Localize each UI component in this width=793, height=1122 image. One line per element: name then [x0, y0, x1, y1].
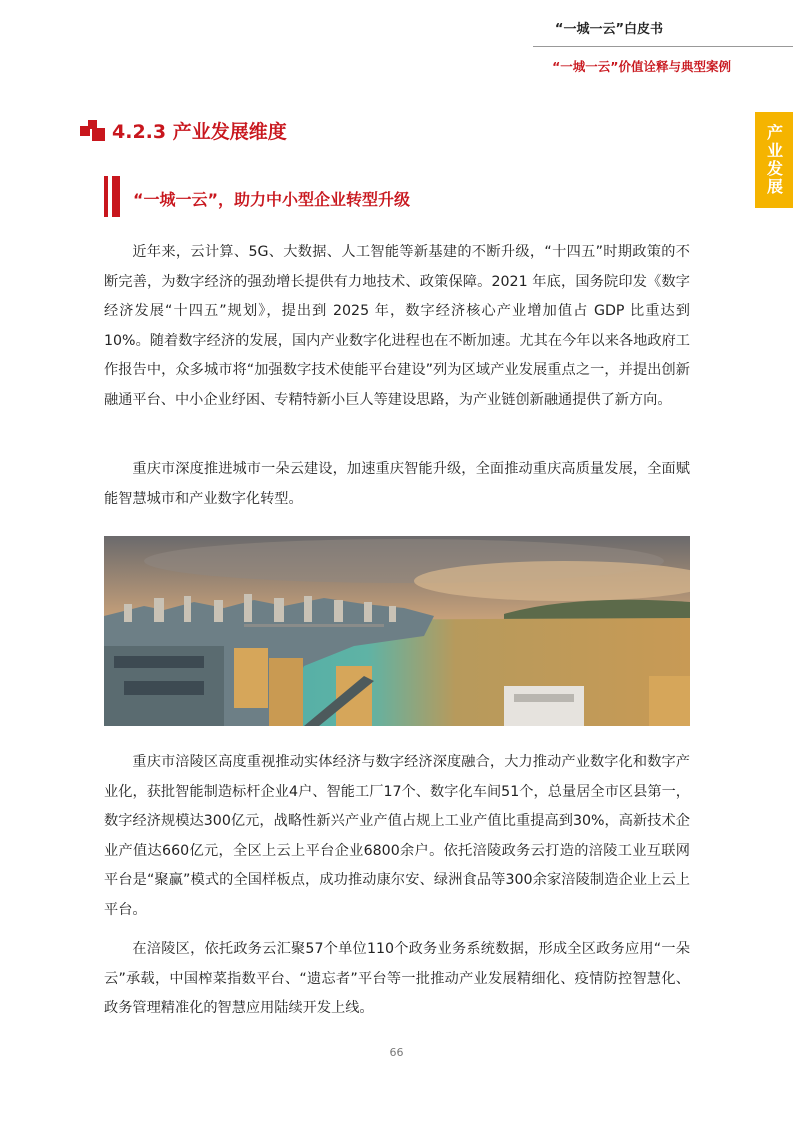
header-divider [533, 46, 793, 47]
subtitle-bar-icon [104, 176, 108, 217]
paragraph-4: 在涪陵区，依托政务云汇聚57个单位110个政务业务系统数据，形成全区政务应用“一朵云”承载，中国榨菜指数平台、“遗忘者”平台等一批推动产业发展精细化、疫情防控智慧化、政务管理精准化的智慧应用陆续开发上线。 [104, 941, 690, 1017]
paragraph-3: 重庆市涪陵区高度重视推动实体经济与数字经济深度融合，大力推动产业数字化和数字产业化，获批智能制造标杆企业4户、智能工厂17个、数字化车间51个，总量居全市区县第一，数字经济规模达300亿元，战略性新兴产业产值占规上工业产值比重提高到30%，高新技术企业产值达660亿元，全区上云上平台企业6800余户。依托涪陵政务云打造的涪陵工业互联网平台是“聚赢”模式的全国样板点，成功推动康尔安、绿洲食品等300余家涪陵制造企业上云上平台。 [104, 754, 690, 918]
paragraph-2: 重庆市深度推进城市一朵云建设，加速重庆智能升级，全面推动重庆高质量发展，全面赋能智慧城市和产业数字化转型。 [104, 461, 690, 507]
subsection-title: “一城一云”，助力中小型企业转型升级 [133, 190, 411, 209]
subtitle-bar-icon-2 [112, 176, 120, 217]
page-number: 66 [389, 1046, 404, 1059]
section-squares-icon [80, 120, 106, 142]
header-title: “一城一云”白皮书 [554, 22, 663, 37]
section-title: 4.2.3 产业发展维度 [112, 121, 287, 143]
header-subtitle: “一城一云”价值诠释与典型案例 [552, 59, 731, 74]
side-tab-label: 产业发展 [755, 112, 793, 208]
city-river-photo [104, 536, 690, 726]
paragraph-1: 近年来，云计算、5G、大数据、人工智能等新基建的不断升级，“十四五”时期政策的不断完善，为数字经济的强劲增长提供有力地技术、政策保障。2021 年底，国务院印发《数字经济发展“十四五”规划》，提出到 2025 年，数字经济核心产业增加值占 GDP 比重达到 10%。随着数字经济的发展，国内产业数字化进程也在不断加速。尤其在今年以来各地政府工作报告中，众多城市将“加强数字技术使能平台建设”列为区域产业发展重点之一，并提出创新融通平台、中小企业纾困、专精特新小巨人等建设思路，为产业链创新融通提供了新方向。 [104, 244, 690, 408]
